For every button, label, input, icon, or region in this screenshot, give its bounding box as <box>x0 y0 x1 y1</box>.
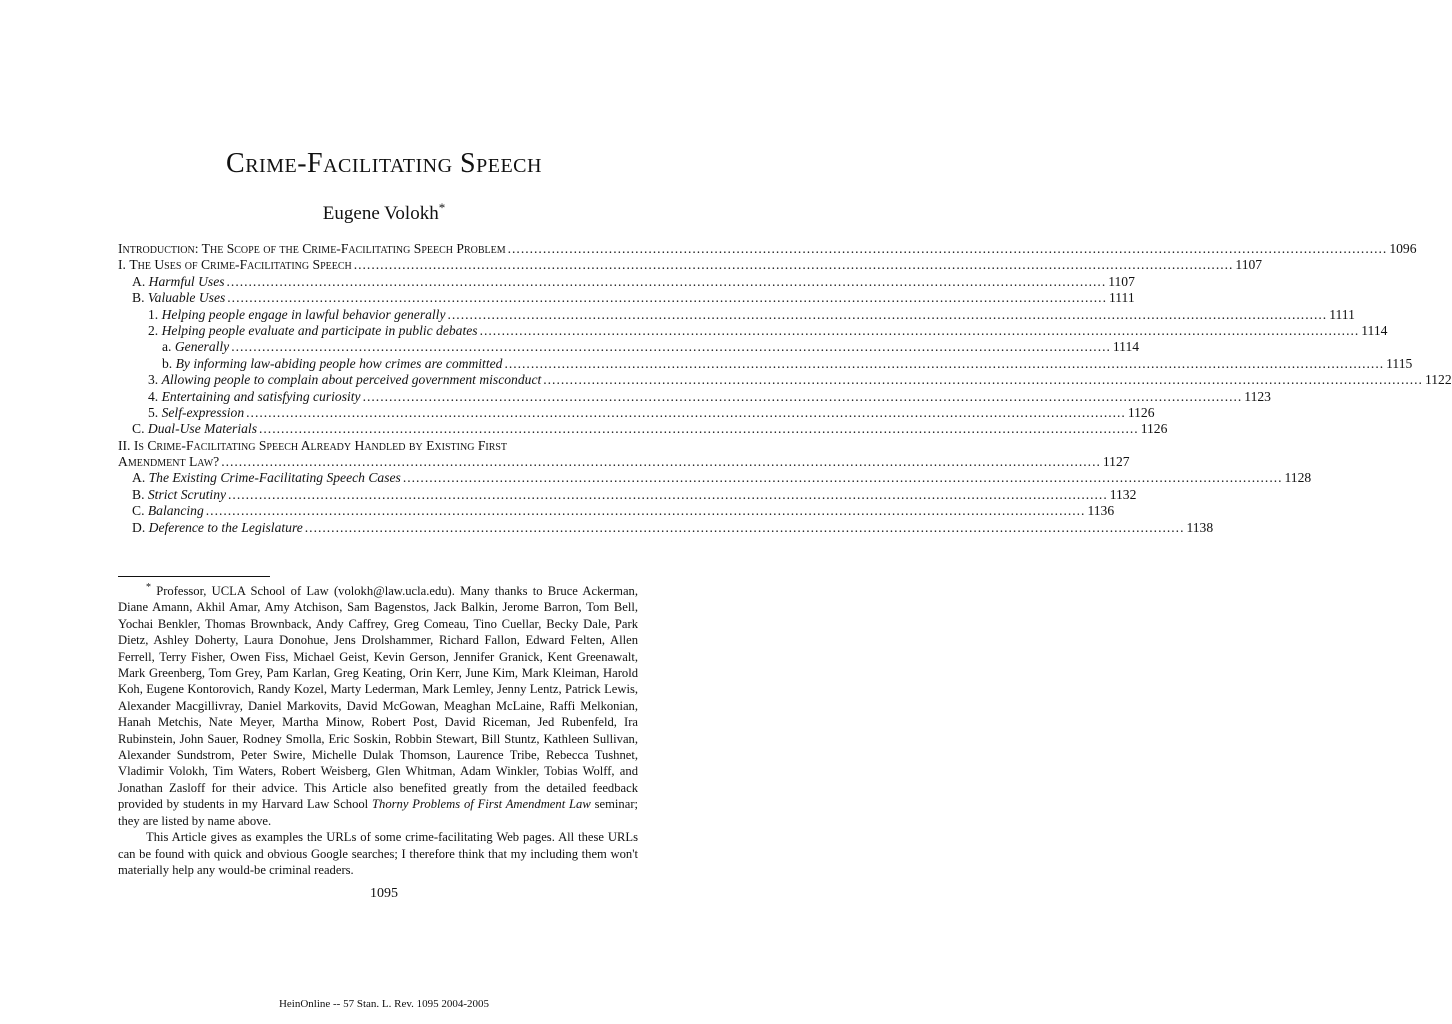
toc-page-number: 1111 <box>1329 306 1355 322</box>
toc-entry-number: 1. <box>148 306 162 322</box>
footnote-mark: * <box>146 582 151 593</box>
toc-entry-label <box>162 356 502 372</box>
toc-entry-title: Deference to the Legislature <box>148 519 303 535</box>
author-footnote <box>118 583 638 878</box>
toc-entry-number: b. <box>162 355 176 371</box>
toc-entry-label <box>132 520 303 536</box>
toc-entry <box>118 290 1135 306</box>
toc-entry <box>118 372 1452 388</box>
toc-entry-number: D. <box>132 519 149 535</box>
toc-entry <box>118 355 1413 372</box>
toc-entry <box>118 339 1140 355</box>
toc-entry-label <box>132 290 225 306</box>
toc-entry-title: Helping people engage in lawful behavior generally <box>161 306 446 322</box>
toc-entry-label <box>148 307 446 323</box>
toc-entry <box>118 306 1355 323</box>
toc-entry-title: Harmful Uses <box>148 273 225 289</box>
toc-entry-title: The Existing Crime-Facilitating Speech Cases <box>148 470 401 486</box>
toc-entry-number: I. <box>118 257 130 273</box>
toc-entry-title: By informing law-abiding people how crimes are committed <box>175 355 503 371</box>
toc-page-number: 1115 <box>1386 355 1413 371</box>
toc-entry-label <box>132 274 225 290</box>
toc-entry-label <box>132 421 257 437</box>
toc-page-number: 1122 <box>1424 372 1452 388</box>
article-title: Crime-Facilitating Speech <box>226 148 542 179</box>
toc-entry-number: A. <box>132 273 149 289</box>
toc-entry-title: Balancing <box>147 503 204 519</box>
page-number: 1095 <box>370 886 398 901</box>
toc-leader-dots <box>504 356 1384 372</box>
footnote-paragraph-2: This Article gives as examples the URLs of some crime-facilitating Web pages. All these URLs can be found with quick and obvious Google searches; I therefore think that my including them won't materially help any would-be criminal readers. <box>118 830 638 877</box>
toc-entry-number: C. <box>132 503 148 519</box>
toc-leader-dots <box>259 421 1139 437</box>
toc-entry-number: C. <box>132 421 148 437</box>
toc-page-number: 1126 <box>1140 421 1168 437</box>
toc-entry-number: B. <box>132 486 148 502</box>
toc-page-number: 1114 <box>1361 322 1388 338</box>
toc-entry <box>118 241 1417 257</box>
footnote-text-b: seminar; they are listed by name above. <box>118 797 639 828</box>
toc-page-number: 1132 <box>1109 486 1137 502</box>
toc-entry-label <box>132 487 226 503</box>
toc-entry <box>118 421 1168 437</box>
toc-entry-title: The Uses of Crime-Facilitating Speech <box>129 257 352 273</box>
toc-entry-number: B. <box>132 290 148 306</box>
toc-entry <box>118 438 638 454</box>
footnote-divider <box>118 576 270 577</box>
toc-leader-dots <box>206 503 1086 519</box>
toc-page-number: 1136 <box>1087 503 1115 519</box>
toc-entry-label <box>132 503 204 519</box>
toc-entry-number: 2. <box>148 322 162 338</box>
toc-leader-dots <box>231 339 1111 355</box>
toc-entry <box>118 257 1263 273</box>
toc-entry-title: Self-expression <box>161 404 245 420</box>
toc-entry-label <box>148 323 478 339</box>
toc-entry-title-continuation: Amendment Law? <box>118 454 220 470</box>
toc-entry-label <box>118 257 352 273</box>
toc-leader-dots <box>305 520 1185 536</box>
toc-entry-number: a. <box>162 339 175 355</box>
toc-entry-title: Dual-Use Materials <box>147 421 257 437</box>
toc-leader-dots <box>228 487 1108 503</box>
toc-entry-title: Generally <box>174 339 230 355</box>
toc-leader-dots <box>246 405 1126 421</box>
toc-leader-dots <box>480 323 1360 339</box>
toc-entry <box>118 322 1388 339</box>
toc-page-number: 1111 <box>1108 290 1135 306</box>
author-line <box>0 200 768 225</box>
toc-entry-label <box>118 241 506 257</box>
toc-page-number: 1107 <box>1235 257 1263 273</box>
toc-entry-title: Valuable Uses <box>147 290 226 306</box>
toc-page-number: 1123 <box>1244 388 1271 404</box>
toc-leader-dots <box>227 274 1107 290</box>
toc-leader-dots <box>508 241 1388 257</box>
toc-leader-dots <box>403 470 1283 486</box>
toc-entry-title: Introduction: The Scope of the Crime-Facilitating Speech Problem <box>118 241 506 256</box>
toc-entry <box>118 519 1214 536</box>
toc-page-number: 1107 <box>1108 273 1135 289</box>
toc-leader-dots <box>227 290 1107 306</box>
toc-entry <box>118 404 1155 421</box>
toc-page-number: 1096 <box>1389 241 1417 256</box>
author-footnote-mark: * <box>438 200 446 215</box>
toc-entry-number: 3. <box>148 372 162 388</box>
author-name: Eugene Volokh <box>322 203 439 224</box>
toc-page-number: 1126 <box>1127 404 1155 420</box>
toc-leader-dots <box>448 307 1328 323</box>
toc-entry-label <box>148 389 361 405</box>
footnote-text-a: Professor, UCLA School of Law (volokh@law.ucla.edu). Many thanks to Bruce Ackerman, Diane Amann, Akhil Amar, Amy Atchison, Sam Bagenstos, Jack Balkin, Jerome Barron, Tom Bell, Yochai Benkler, Thomas Brownback, Andy Caffrey, Greg Comeau, Tino Cuellar, Becky Dale, Park Dietz, Ashley Doherty, Laura Donohue, Jens Drolshammer, Richard Fallon, Edward Felten, Allen Ferrell, Terry Fisher, Owen Fiss, Michael Geist, Kevin Gerson, Jennifer Granick, Kent Greenawalt, Mark Greenberg, Tom Grey, Pam Karlan, Greg Keating, Orin Kerr, June Kim, Mark Kleiman, Harold Koh, Eugene Kontorovich, Randy Kozel, Marty Lederman, Mark Lemley, Jenny Lentz, Patrick Lewis, Alexander Macgillivray, Daniel Markovits, David McGowan, Meaghan McLaine, Raffi Melkonian, Hanah Metchis, Nate Meyer, Martha Minow, Robert Post, David Riceman, Jed Rubenfeld, Ira Rubinstein, John Sauer, Rodney Smolla, Eric Soskin, Robbin Stewart, Bill Stuntz, Kathleen Sullivan, Alexander Sundstrom, Peter Swire, Michelle Dulak Thomson, Laurence Tribe, Rebecca Tushnet, Vladimir Volokh, Tim Waters, Robert Weisberg, Glen Whitman, Adam Winkler, Tobias Wolff, and Jonathan Zasloff for their advice. This Article also benefited greatly from the detailed feedback provided by students in my Harvard Law School <box>118 584 638 812</box>
toc-entry-label <box>162 339 229 355</box>
footnote-seminar-title: Thorny Problems of First Amendment Law <box>372 797 591 812</box>
toc-entry-title: Strict Scrutiny <box>147 486 227 502</box>
toc-entry-title: Entertaining and satisfying curiosity <box>161 388 361 404</box>
toc-leader-dots <box>354 257 1234 273</box>
toc-entry <box>118 273 1135 290</box>
toc-entry-number: II. <box>118 437 134 453</box>
toc-entry-number: A. <box>132 470 149 486</box>
toc-page-number: 1138 <box>1186 519 1214 535</box>
toc-page-number: 1127 <box>1102 454 1130 470</box>
toc-entry-title: Helping people evaluate and participate in public debates <box>161 322 478 338</box>
toc-entry <box>118 470 1312 486</box>
toc-entry-title: Allowing people to complain about perceived government misconduct <box>161 372 542 388</box>
toc-entry-number: 5. <box>148 404 162 420</box>
toc-entry-label <box>132 470 401 486</box>
toc-entry-label <box>148 372 541 388</box>
toc-entry-title: Is Crime-Facilitating Speech Already Handled by Existing First <box>133 437 508 453</box>
toc-entry-number: 4. <box>148 388 162 404</box>
toc-entry <box>118 503 1115 519</box>
footnote-paragraph-1 <box>118 583 638 829</box>
source-footer: HeinOnline -- 57 Stan. L. Rev. 1095 2004-2005 <box>278 998 490 1010</box>
toc-entry-label <box>148 405 244 421</box>
toc-leader-dots <box>363 389 1243 405</box>
toc-entry <box>118 388 1271 405</box>
table-of-contents <box>118 241 1452 536</box>
toc-page-number: 1128 <box>1284 470 1312 486</box>
toc-leader-dots <box>543 372 1423 388</box>
toc-entry-continuation <box>118 454 1130 470</box>
toc-leader-dots <box>221 454 1101 470</box>
toc-entry <box>118 486 1137 503</box>
toc-page-number: 1114 <box>1112 339 1140 355</box>
